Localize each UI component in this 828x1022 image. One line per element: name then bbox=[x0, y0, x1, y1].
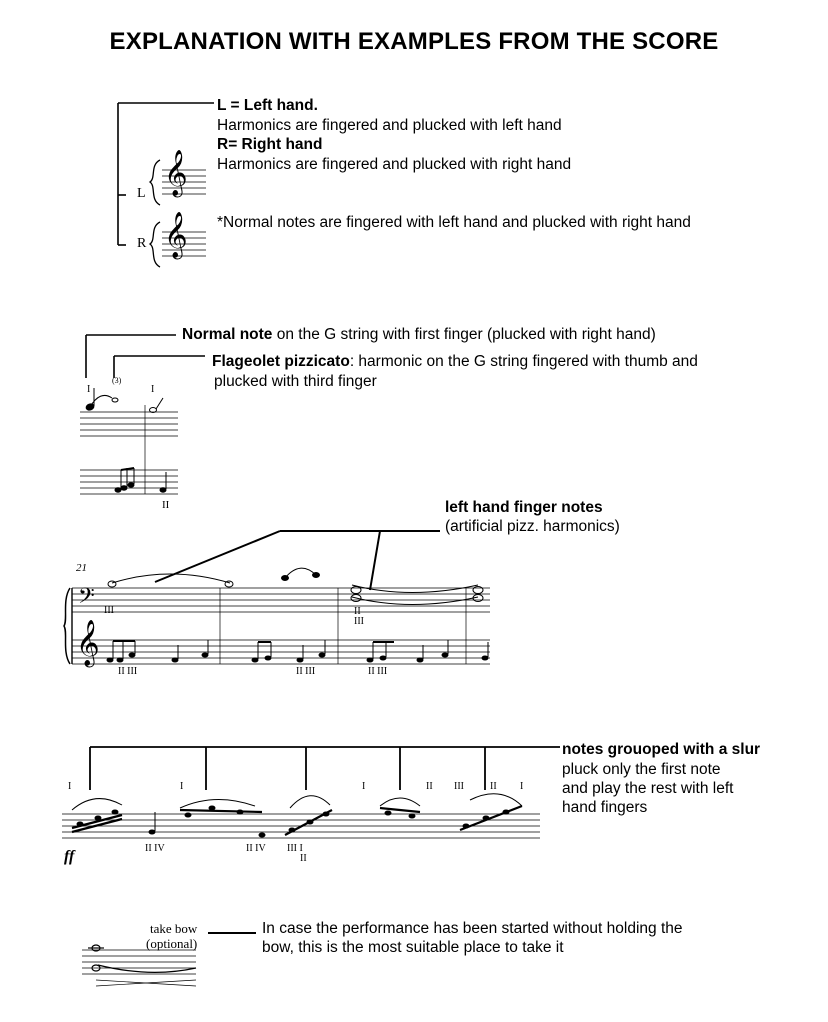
measure-number: 21 bbox=[76, 562, 87, 574]
section5-staves bbox=[82, 950, 196, 986]
section4-heading: notes grouoped with a slur bbox=[562, 741, 761, 758]
roman-label: I bbox=[68, 781, 72, 792]
normal-note-line bbox=[182, 325, 656, 344]
roman-label: III I bbox=[287, 843, 303, 854]
section3-subheading: (artificial pizz. harmonics) bbox=[445, 518, 620, 535]
finger-3-label: (3) bbox=[112, 376, 122, 385]
treble-clef-icon: 𝄞 bbox=[164, 150, 188, 195]
flageolet-desc-1: : harmonic on the G string fingered with thumb and bbox=[349, 353, 698, 370]
flageolet-term: Flageolet pizzicato bbox=[212, 353, 350, 370]
roman-label: II IV bbox=[246, 843, 266, 854]
r-text: Harmonics are fingered and plucked with right hand bbox=[217, 156, 572, 173]
l-text: Harmonics are fingered and plucked with left hand bbox=[217, 117, 562, 134]
roman-label: II bbox=[426, 781, 433, 792]
roman-label: III bbox=[104, 605, 114, 616]
normal-note-text: *Normal notes are fingered with left hand and plucked with right hand bbox=[217, 214, 691, 231]
section3-heading: left hand finger notes bbox=[445, 499, 603, 516]
brace-section3 bbox=[64, 588, 70, 664]
l-heading: L = Left hand. bbox=[217, 97, 318, 114]
r-heading: R= Right hand bbox=[217, 136, 323, 153]
section4-text-1: pluck only the first note bbox=[562, 761, 721, 778]
roman-label: I bbox=[362, 781, 366, 792]
section3-pointers bbox=[155, 531, 440, 590]
section5-text-2: bow, this is the most suitable place to take it bbox=[262, 939, 564, 956]
roman-label: II bbox=[354, 606, 361, 617]
roman-label: II III bbox=[368, 666, 388, 677]
roman-label: II III bbox=[296, 666, 316, 677]
roman-label: III bbox=[454, 781, 464, 792]
bass-clef-icon: 𝄢 bbox=[78, 584, 95, 613]
roman-label: II IV bbox=[145, 843, 165, 854]
roman-label: I bbox=[180, 781, 184, 792]
brace-l bbox=[150, 160, 160, 205]
section4-notes bbox=[72, 794, 522, 837]
section2-notes bbox=[85, 388, 166, 492]
section4-text-3: hand fingers bbox=[562, 799, 648, 816]
roman-label: II III bbox=[118, 666, 138, 677]
dynamic-marking: ff bbox=[64, 848, 75, 865]
roman-label: III bbox=[354, 616, 364, 627]
section2-staves bbox=[80, 405, 178, 494]
staff-label-l: L bbox=[137, 186, 146, 201]
roman-label: II bbox=[490, 781, 497, 792]
take-bow-label: take bow bbox=[150, 921, 198, 936]
section3-eighths bbox=[107, 640, 488, 662]
take-bow-optional: (optional) bbox=[146, 936, 198, 951]
page-title: EXPLANATION WITH EXAMPLES FROM THE SCORE bbox=[109, 28, 719, 55]
flageolet-line bbox=[212, 352, 698, 371]
treble-clef-icon: 𝄞 bbox=[164, 212, 188, 257]
roman-label: II bbox=[300, 853, 307, 864]
flageolet-desc-2: plucked with third finger bbox=[214, 373, 377, 390]
finger-1-label: I bbox=[87, 384, 91, 395]
normal-note-desc: on the G string with first finger (plucked with right hand) bbox=[272, 326, 656, 343]
treble-clef-icon: 𝄞 bbox=[76, 620, 100, 665]
section3-notes bbox=[108, 568, 483, 604]
section5-text-1: In case the performance has been started without holding the bbox=[262, 920, 683, 937]
brace-r bbox=[150, 222, 160, 267]
roman-label: II bbox=[162, 499, 170, 511]
finger-1-label: I bbox=[151, 384, 155, 395]
normal-note-term: Normal note bbox=[182, 326, 273, 343]
roman-label: I bbox=[520, 781, 524, 792]
staff-label-r: R bbox=[137, 236, 147, 251]
section4-text-2: and play the rest with left bbox=[562, 780, 734, 797]
